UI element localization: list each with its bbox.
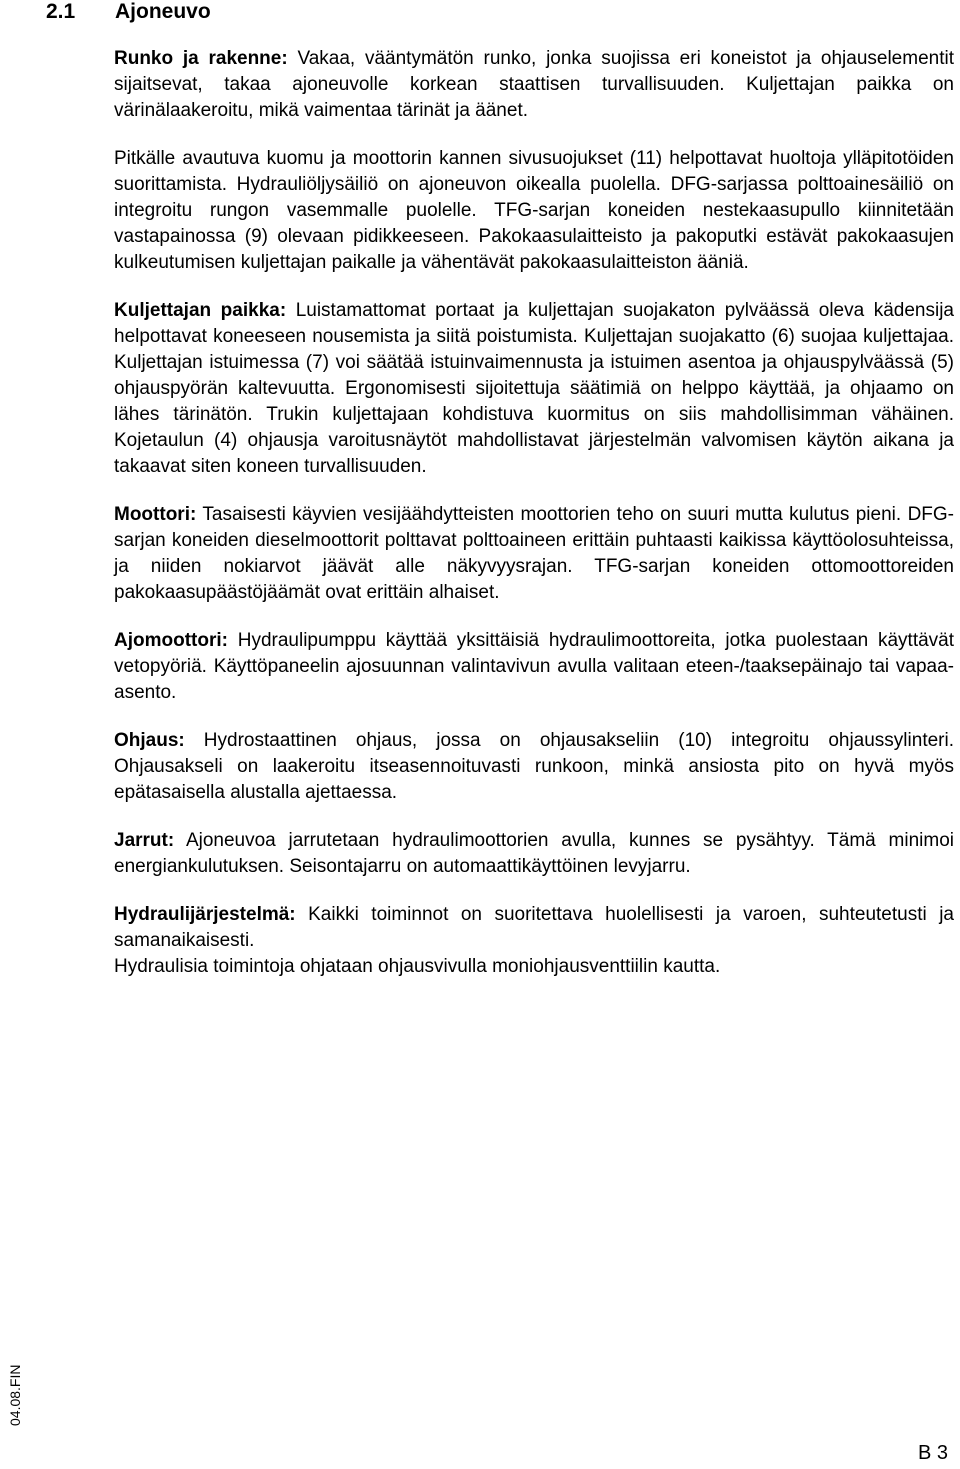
section-heading <box>46 0 211 26</box>
paragraph-text: Ajoneuvoa jarrutetaan hydraulimoottorien avulla, kunnes se pysähtyy. Tämä minimoi energiankulutuksen. Seisontajarru on automaattikäyttöinen levyjarru. <box>114 830 954 877</box>
paragraph-lead: Ohjaus: <box>114 730 185 751</box>
paragraph-lead: Runko ja rakenne: <box>114 48 288 69</box>
paragraph-lead: Moottori: <box>114 504 197 525</box>
paragraph-lead: Kuljettajan paikka: <box>114 300 287 321</box>
paragraph-text: Hydraulisia toimintoja ohjataan ohjausvivulla moniohjausventtiilin kautta. <box>114 956 721 977</box>
document-code: 04.08.FIN <box>7 1364 23 1426</box>
paragraph-kuomu <box>114 146 954 276</box>
paragraph-runko-ja-rakenne <box>114 46 954 124</box>
paragraph-text: Tasaisesti käyvien vesijäähdytteisten moottorien teho on suuri mutta kulutus pieni. DFG-sarjan koneiden dieselmoottorit polttavat polttoaineen erittäin puhtaasti kaikissa käyttöolosuhteissa, ja niiden nokiarvot jäävät alle näkyvyysrajan. TFG-sarjan koneiden ottomoottoreiden pakokaasupäästöjäämät ovat erittäin alhaiset. <box>114 504 955 603</box>
paragraph-hydraulijarjestelma <box>114 902 954 954</box>
page-number: B 3 <box>917 1442 948 1464</box>
paragraph-text: Vakaa, vääntymätön runko, jonka suojissa eri koneistot ja ohjauselementit sijaitsevat, takaa ajoneuvolle korkean staattisen turvallisuuden. Kuljettajan paikka on värinälaakeroitu, mikä vaimentaa tärinät ja äänet. <box>114 48 954 121</box>
section-number: 2.1 <box>46 0 76 23</box>
paragraph-ohjaus <box>114 728 954 806</box>
section-title: Ajoneuvo <box>115 0 211 23</box>
paragraph-lead: Ajomoottori: <box>114 630 228 651</box>
paragraph-text: Kaikki toiminnot on suoritettava huolellisesti ja varoen, suhteutetusti ja samanaikaisesti. <box>114 904 954 951</box>
paragraph-kuljettajan-paikka <box>114 298 954 480</box>
paragraph-text: Luistamattomat portaat ja kuljettajan suojakaton pylväässä oleva kädensija helpottavat koneeseen nousemista ja siitä poistumista. Kuljettajan suojakatto (6) suojaa kuljettajaa. Kuljettajan istuimessa (7) voi säätää istuinvaimennusta ja istuimen asentoa ja ohjauspylväässä (5) ohjauspyörän kaltevuutta. Ergonomisesti sijoitettuja säätimiä on helppo käyttää, ja ohjaamo on lähes tärinätön. Trukin kuljettajaan kohdistuva kuormitus on siis mahdollisimman vähäinen. Kojetaulun (4) ohjausja varoitusnäytöt mahdollistavat järjestelmän valvomisen käytön aikana ja takaavat siten koneen turvallisuuden. <box>114 300 954 477</box>
body-text <box>114 46 954 1002</box>
paragraph-jarrut <box>114 828 954 880</box>
paragraph-lead: Hydraulijärjestelmä: <box>114 904 296 925</box>
paragraph-text: Pitkälle avautuva kuomu ja moottorin kannen sivusuojukset (11) helpottavat huoltoja ylläpitotöiden suorittamista. Hydrauliöljysäiliö on ajoneuvon oikealla puolella. DFG-sarjassa polttoainesäiliö on integroitu rungon vasemmalle puolelle. TFG-sarjan koneiden nestekaasupullo kiinnitetään vastapainossa (9) olevaan pidikkeeseen. Pakokaasulaitteisto ja pakoputki estävät pakokaasujen kulkeutumisen kuljettajan paikalle ja vähentävät pakokaasulaitteiston ääniä. <box>114 148 954 273</box>
paragraph-ajomoottori <box>114 628 954 706</box>
paragraph-text: Hydraulipumppu käyttää yksittäisiä hydraulimoottoreita, jotka puolestaan käyttävät vetopyöriä. Käyttöpaneelin ajosuunnan valintavivun avulla valitaan eteen-/taaksepäinajo tai vapaa-asento. <box>114 630 955 703</box>
paragraph-text: Hydrostaattinen ohjaus, jossa on ohjausakseliin (10) integroitu ohjaussylinteri. Ohjausakseli on laakeroitu itseasennoituvasti runkoon, minkä ansiosta pito on hyvä myös epätasaisella alustalla ajettaessa. <box>114 730 954 803</box>
paragraph-lead: Jarrut: <box>114 830 175 851</box>
paragraph-moottori <box>114 502 954 606</box>
paragraph-hydraulisia-toimintoja <box>114 954 954 980</box>
